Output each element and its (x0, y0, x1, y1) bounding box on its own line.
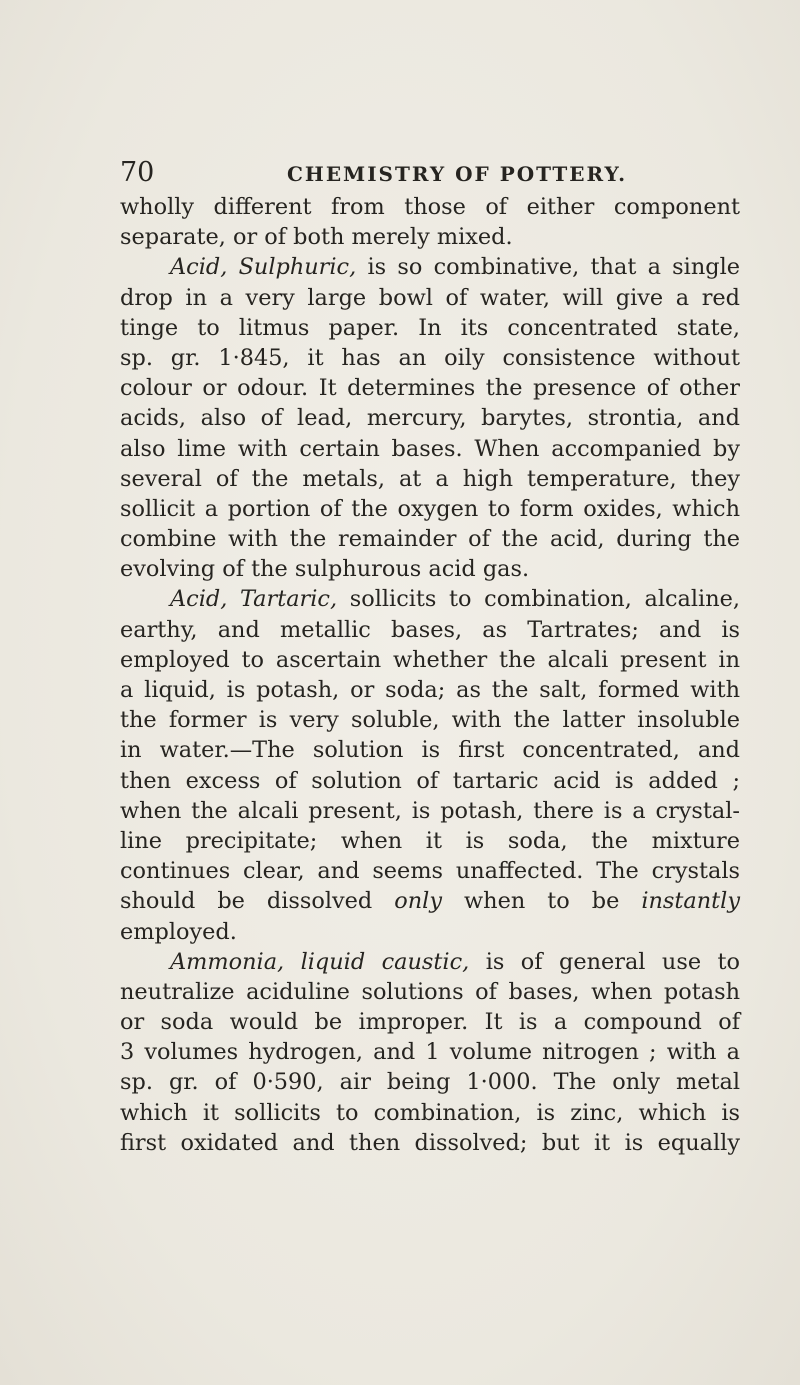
text-line (120, 343, 740, 373)
text-line (120, 1037, 740, 1067)
text-line (120, 1067, 740, 1097)
text-line (120, 403, 740, 433)
text-segment: when the alcali present, is potash, there is a crystal- (120, 797, 740, 824)
text-segment: several of the metals, at a high temperature, they (120, 465, 740, 492)
text-line (120, 1098, 740, 1128)
italic-text: only (394, 888, 442, 915)
text-line (120, 554, 740, 584)
text-line (120, 494, 740, 524)
text-line (120, 796, 740, 826)
text-line (120, 705, 740, 735)
text-segment: or soda would be improper. It is a compound of (120, 1009, 740, 1036)
text-line (120, 464, 740, 494)
text-line (120, 917, 740, 947)
text-segment: 3 volumes hydrogen, and 1 volume nitrogen ; with a (120, 1039, 740, 1066)
text-segment: tinge to litmus paper. In its concentrated state, (120, 314, 740, 341)
text-segment: acids, also of lead, mercury, barytes, strontia, and (120, 405, 740, 432)
text-segment: sollicits to combination, alcaline, (337, 586, 741, 613)
text-segment: drop in a very large bowl of water, will give a red (120, 284, 740, 311)
text-segment: evolving of the sulphurous acid gas. (120, 556, 530, 583)
text-segment: sp. gr. of 0·590, air being 1·000. The only metal (120, 1069, 740, 1096)
text-segment: combine with the remainder of the acid, during the (120, 526, 740, 553)
text-line (120, 313, 740, 343)
text-line (120, 766, 740, 796)
text-line (120, 1007, 740, 1037)
text-line (120, 1128, 740, 1158)
text-segment: the former is very soluble, with the latter insoluble (120, 707, 740, 734)
text-line (120, 252, 740, 282)
text-segment: separate, or of both merely mixed. (120, 224, 513, 251)
text-segment: then excess of solution of tartaric acid is added ; (120, 767, 740, 794)
text-segment: colour or odour. It determines the presence of other (120, 375, 740, 402)
text-line (120, 524, 740, 554)
page-header (120, 156, 760, 190)
text-line (120, 283, 740, 313)
running-head: CHEMISTRY OF POTTERY. (287, 162, 628, 186)
text-segment: a liquid, is potash, or soda; as the salt, formed with (120, 677, 740, 703)
text-line (120, 947, 740, 977)
text-line (120, 434, 740, 464)
text-segment: employed to ascertain whether the alcali present in (120, 646, 740, 673)
text-segment: wholly different from those of either component (120, 194, 740, 220)
text-line (120, 222, 740, 252)
text-line (120, 826, 740, 856)
text-segment: employed. (120, 918, 237, 945)
text-line (120, 615, 740, 645)
text-segment: neutralize aciduline solutions of bases, when potash (120, 978, 740, 1005)
italic-text: Acid, Sulphuric, (170, 254, 357, 281)
text-line (120, 886, 740, 916)
text-segment: continues clear, and seems unaffected. The crystals (120, 858, 740, 885)
text-line (120, 373, 740, 403)
text-segment: earthy, and metallic bases, as Tartrates; and is (120, 616, 740, 643)
text-segment: line precipitate; when it is soda, the mixture (120, 827, 740, 854)
text-line (120, 675, 740, 705)
text-segment: when to be (441, 888, 642, 915)
text-line (120, 584, 740, 614)
text-line (120, 192, 740, 222)
italic-text: instantly (641, 888, 740, 915)
text-line (120, 977, 740, 1007)
italic-text: Acid, Tartaric, (170, 586, 338, 613)
text-segment: should be dissolved (120, 888, 395, 915)
text-segment: sp. gr. 1·845, it has an oily consistence without (120, 344, 740, 371)
text-line (120, 856, 740, 886)
text-segment: first oxidated and then dissolved; but it is equally (120, 1129, 740, 1156)
text-segment: which it sollicits to combination, is zinc, which is (120, 1099, 740, 1126)
page-number: 70 (120, 157, 155, 188)
italic-text: Ammonia, liquid caustic, (170, 948, 470, 975)
text-line (120, 735, 740, 765)
text-segment: also lime with certain bases. When accompanied by (120, 435, 740, 462)
text-segment: sollicit a portion of the oxygen to form oxides, which (120, 495, 740, 522)
text-line (120, 645, 740, 675)
text-segment: is so combinative, that a single (356, 254, 740, 281)
body-text (120, 192, 740, 1158)
text-segment: in water.—The solution is first concentrated, and (120, 737, 740, 764)
text-segment: is of general use to (469, 948, 740, 975)
